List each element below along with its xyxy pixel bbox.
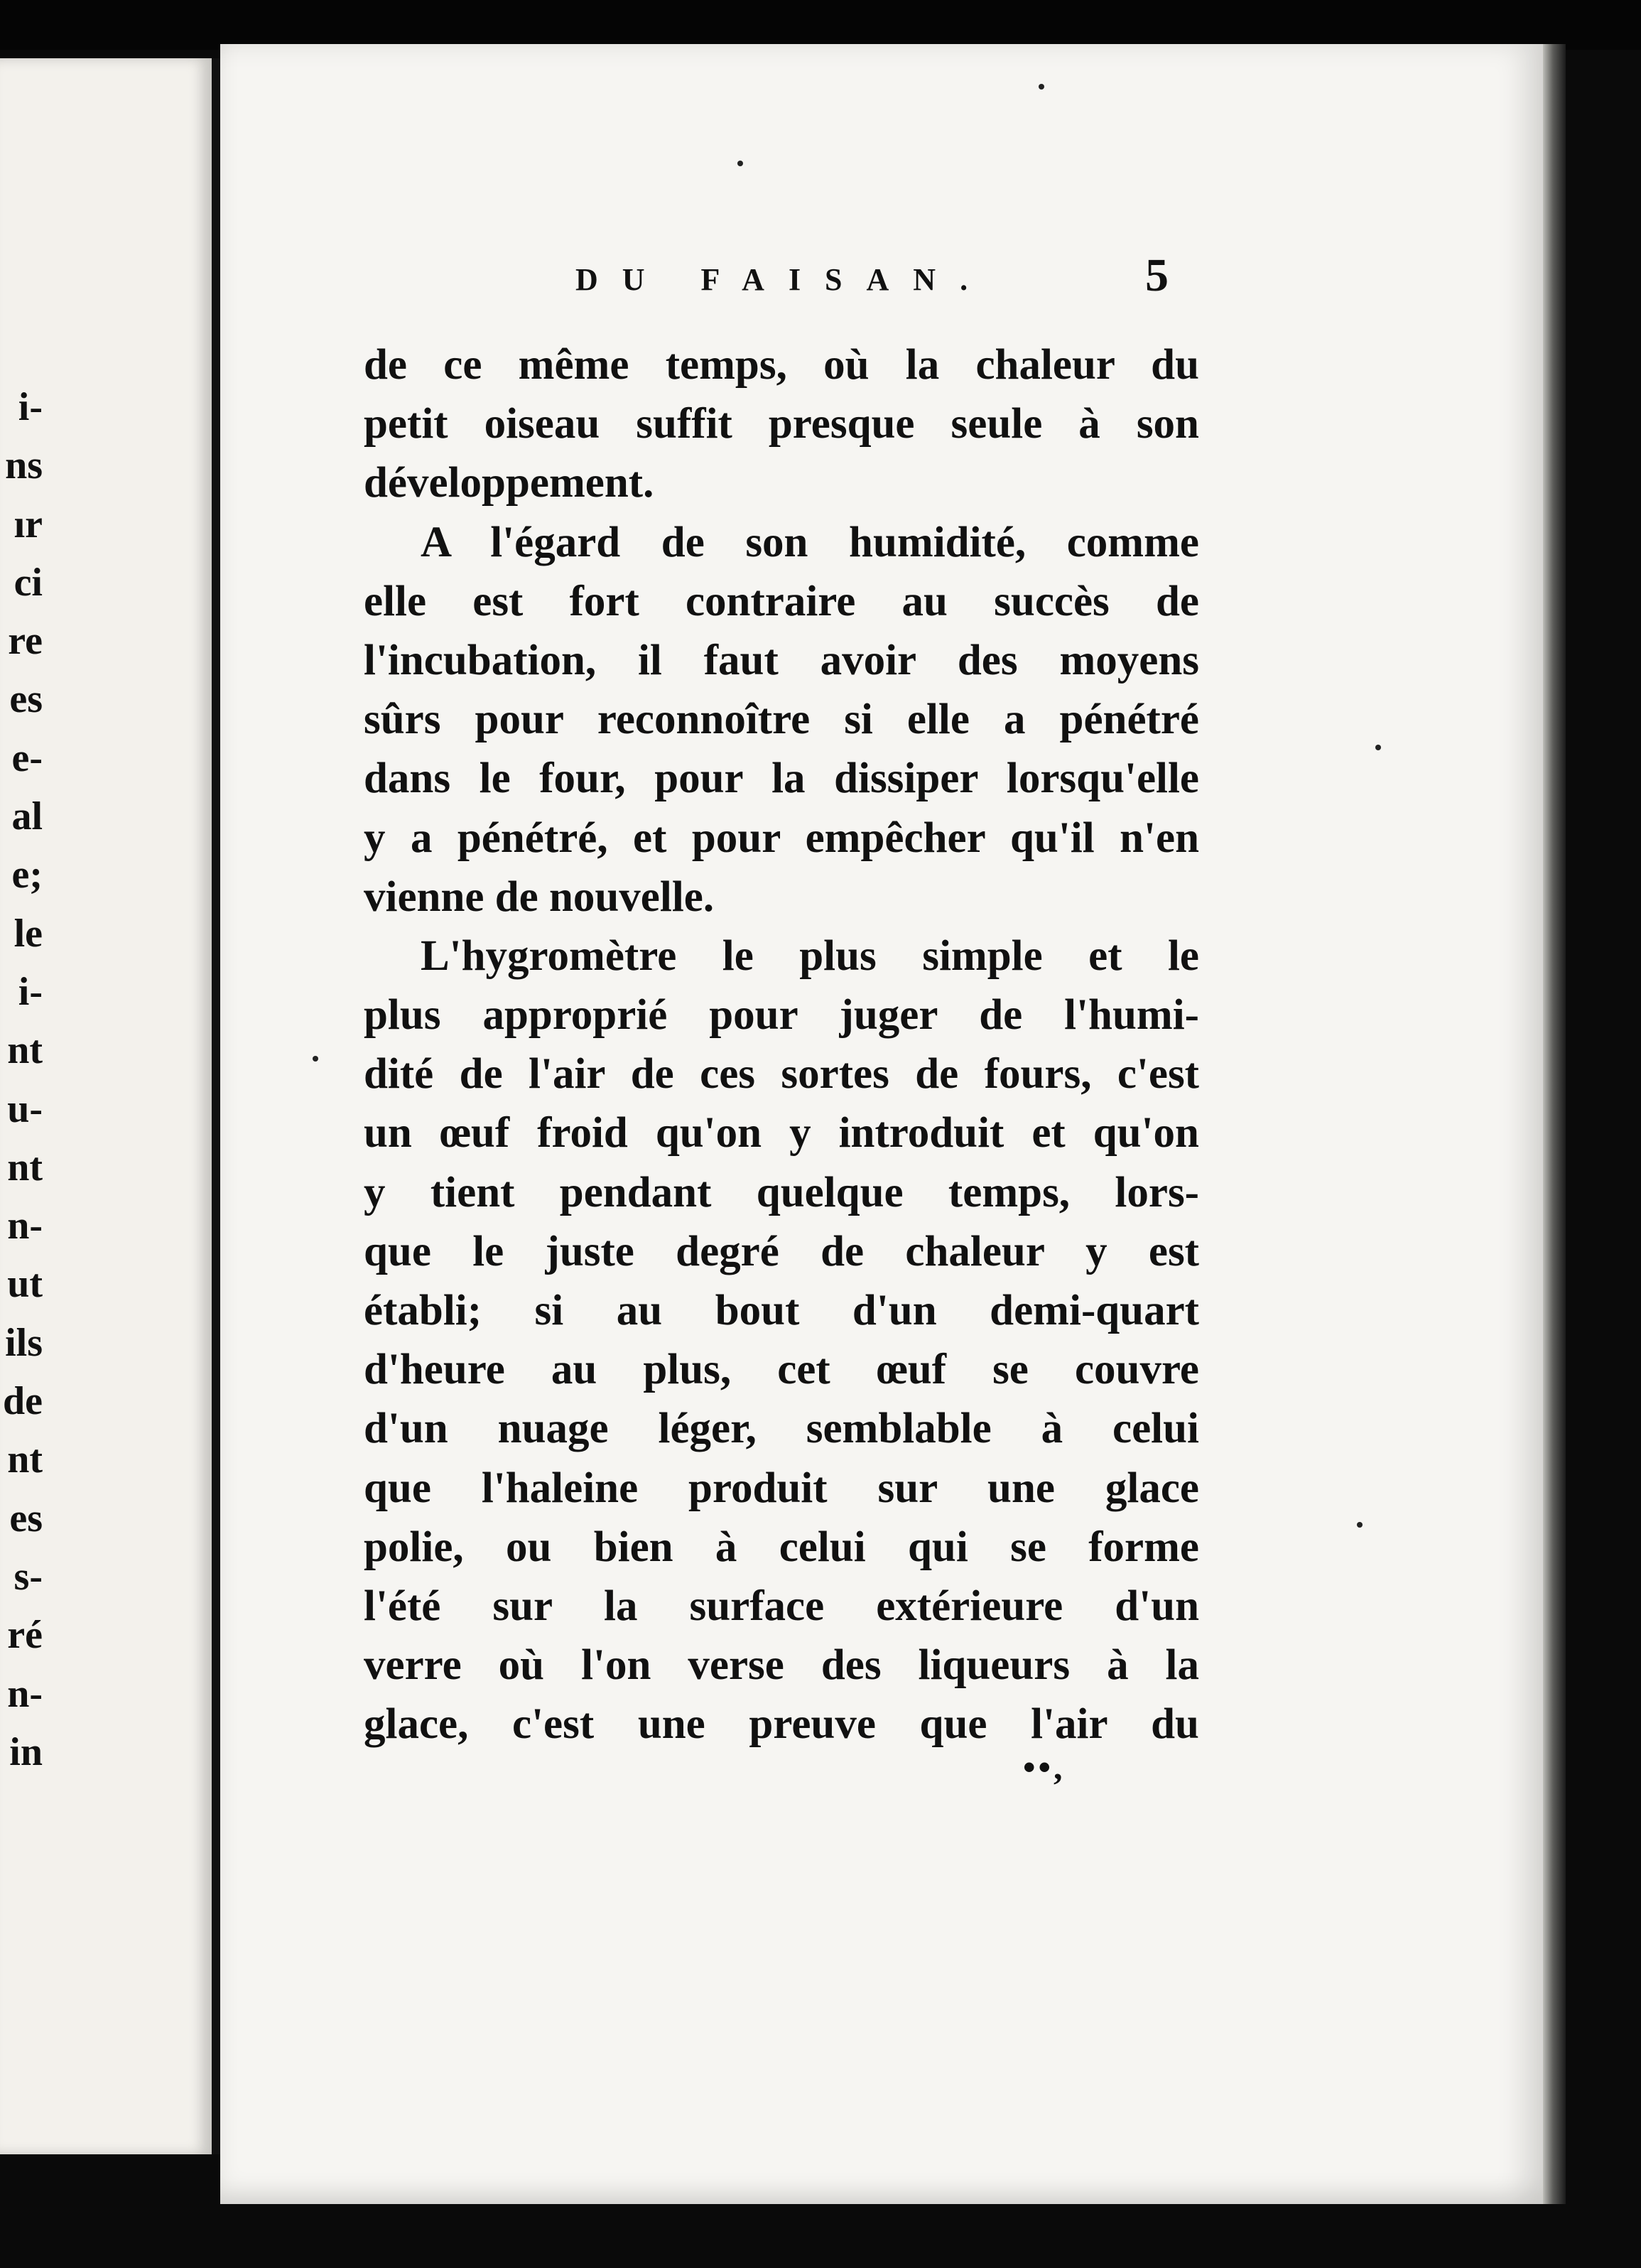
paragraph-3	[364, 927, 1199, 1754]
previous-page-fragment: ils	[5, 1320, 43, 1365]
previous-page-fragment: le	[13, 911, 43, 956]
previous-page-fragment: ns	[5, 443, 43, 488]
text-line: A l'égard de son humidité, comme	[421, 518, 1199, 566]
text-line: glace, c'est une preuve que l'air du	[364, 1700, 1199, 1749]
previous-page-edge	[0, 58, 212, 2154]
previous-page-fragment: re	[8, 619, 43, 664]
previous-page-fragment: i-	[18, 969, 43, 1014]
text-line: l'été sur la surface extérieure d'un	[364, 1582, 1199, 1630]
text-line: petit oiseau suffit presque seule à son	[364, 400, 1199, 448]
ink-speck	[1357, 1522, 1363, 1528]
text-line: dité de l'air de ces sortes de fours, c'est	[364, 1050, 1199, 1098]
previous-page-fragment: e;	[11, 853, 43, 897]
text-line: d'heure au plus, cet œuf se couvre	[364, 1346, 1199, 1394]
previous-page-fragment: nt	[7, 1028, 43, 1073]
text-line: sûrs pour reconnoître si elle a pénétré	[364, 696, 1199, 744]
text-line: vienne de nouvelle.	[364, 873, 715, 921]
text-line: développement.	[364, 459, 654, 507]
paragraph-2	[364, 513, 1199, 927]
text-line: y a pénétré, et pour empêcher qu'il n'en	[364, 814, 1199, 862]
previous-page-fragment: nt	[7, 1145, 43, 1189]
ink-speck	[1039, 84, 1044, 90]
running-head: DU FAISAN.	[575, 262, 992, 297]
previous-page-fragment: u-	[7, 1086, 43, 1131]
ink-speck	[1375, 745, 1381, 750]
text-line: d'un nuage léger, semblable à celui	[364, 1405, 1199, 1453]
previous-page-fragment: es	[9, 677, 43, 722]
previous-page-fragment: ci	[13, 560, 43, 605]
page-edge-shadow	[1543, 44, 1566, 2204]
book-gutter	[212, 58, 220, 2154]
text-line: verre où l'on verse des liqueurs à la	[364, 1641, 1199, 1690]
ink-speck	[313, 1056, 318, 1062]
text-line: L'hygromètre le plus simple et le	[421, 932, 1199, 980]
text-line: que l'haleine produit sur une glace	[364, 1464, 1199, 1512]
previous-page-fragment: e-	[11, 735, 43, 780]
previous-page-fragment: ré	[7, 1613, 43, 1658]
previous-page-fragment: i-	[18, 385, 43, 429]
previous-page-text-fragments	[0, 378, 43, 1781]
text-line: de ce même temps, où la chaleur du	[364, 341, 1199, 389]
text-line: un œuf froid qu'on y introduit et qu'on	[364, 1109, 1199, 1157]
previous-page-fragment: es	[9, 1496, 43, 1540]
text-line: polie, ou bien à celui qui se forme	[364, 1523, 1199, 1571]
page-number: 5	[1145, 249, 1169, 301]
signature-mark: ••,	[1023, 1747, 1066, 1787]
text-line: dans le four, pour la dissiper lorsqu'elle	[364, 755, 1199, 803]
text-line: que le juste degré de chaleur y est	[364, 1227, 1199, 1275]
text-line: établi; si au bout d'un demi-quart	[364, 1287, 1199, 1334]
previous-page-fragment: ır	[13, 502, 43, 546]
text-line: elle est fort contraire au succès de	[364, 577, 1199, 625]
ink-speck	[737, 161, 743, 166]
paragraph-1	[364, 335, 1199, 513]
previous-page-fragment: de	[3, 1379, 43, 1424]
body-text	[364, 335, 1199, 1754]
previous-page-fragment: in	[9, 1729, 43, 1774]
previous-page-fragment: nt	[7, 1437, 43, 1482]
text-line: l'incubation, il faut avoir des moyens	[364, 636, 1199, 684]
previous-page-fragment: al	[11, 794, 43, 839]
previous-page-fragment: ut	[7, 1262, 43, 1307]
text-line: plus approprié pour juger de l'humi-	[364, 991, 1199, 1040]
scan-top-band	[0, 0, 1641, 50]
previous-page-fragment: s-	[13, 1554, 43, 1599]
text-line: y tient pendant quelque temps, lors-	[364, 1168, 1199, 1216]
previous-page-fragment: n-	[7, 1204, 43, 1248]
previous-page-fragment: n-	[7, 1671, 43, 1716]
